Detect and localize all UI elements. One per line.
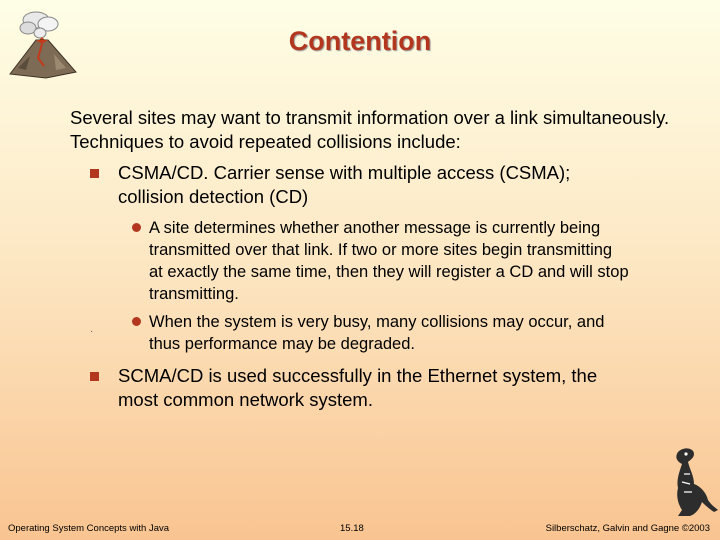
subbullet-text: A site determines whether another message is currently being transmitted over that link. If two or more sites begin transmitting at exactly the same time, then they will register a CD and will stop transmitting. (149, 219, 629, 303)
bullet-text: CSMA/CD. Carrier sense with multiple access (CSMA); collision detection (CD) (118, 162, 571, 207)
bullet-text: SCMA/CD is used successfully in the Ethernet system, the most common network system. (118, 365, 598, 410)
square-bullet-icon (90, 372, 99, 381)
intro-paragraph: Several sites may want to transmit information over a link simultaneously. Techniques to avoid repeated collisions include: (70, 107, 670, 152)
square-bullet-icon (90, 169, 99, 178)
dinosaur-icon (664, 446, 718, 518)
footer-page-number: 15.18 (340, 523, 364, 534)
round-bullet-icon (132, 317, 141, 326)
subbullet-text: When the system is very busy, many collisions may occur, and thus performance may be degraded. (149, 313, 605, 353)
stray-dot: · (90, 326, 94, 337)
footer-copyright: Silberschatz, Galvin and Gagne ©2003 (545, 523, 710, 534)
round-bullet-icon (132, 223, 141, 232)
footer-book-title: Operating System Concepts with Java (8, 523, 170, 534)
slide-title: Contention (288, 26, 432, 56)
